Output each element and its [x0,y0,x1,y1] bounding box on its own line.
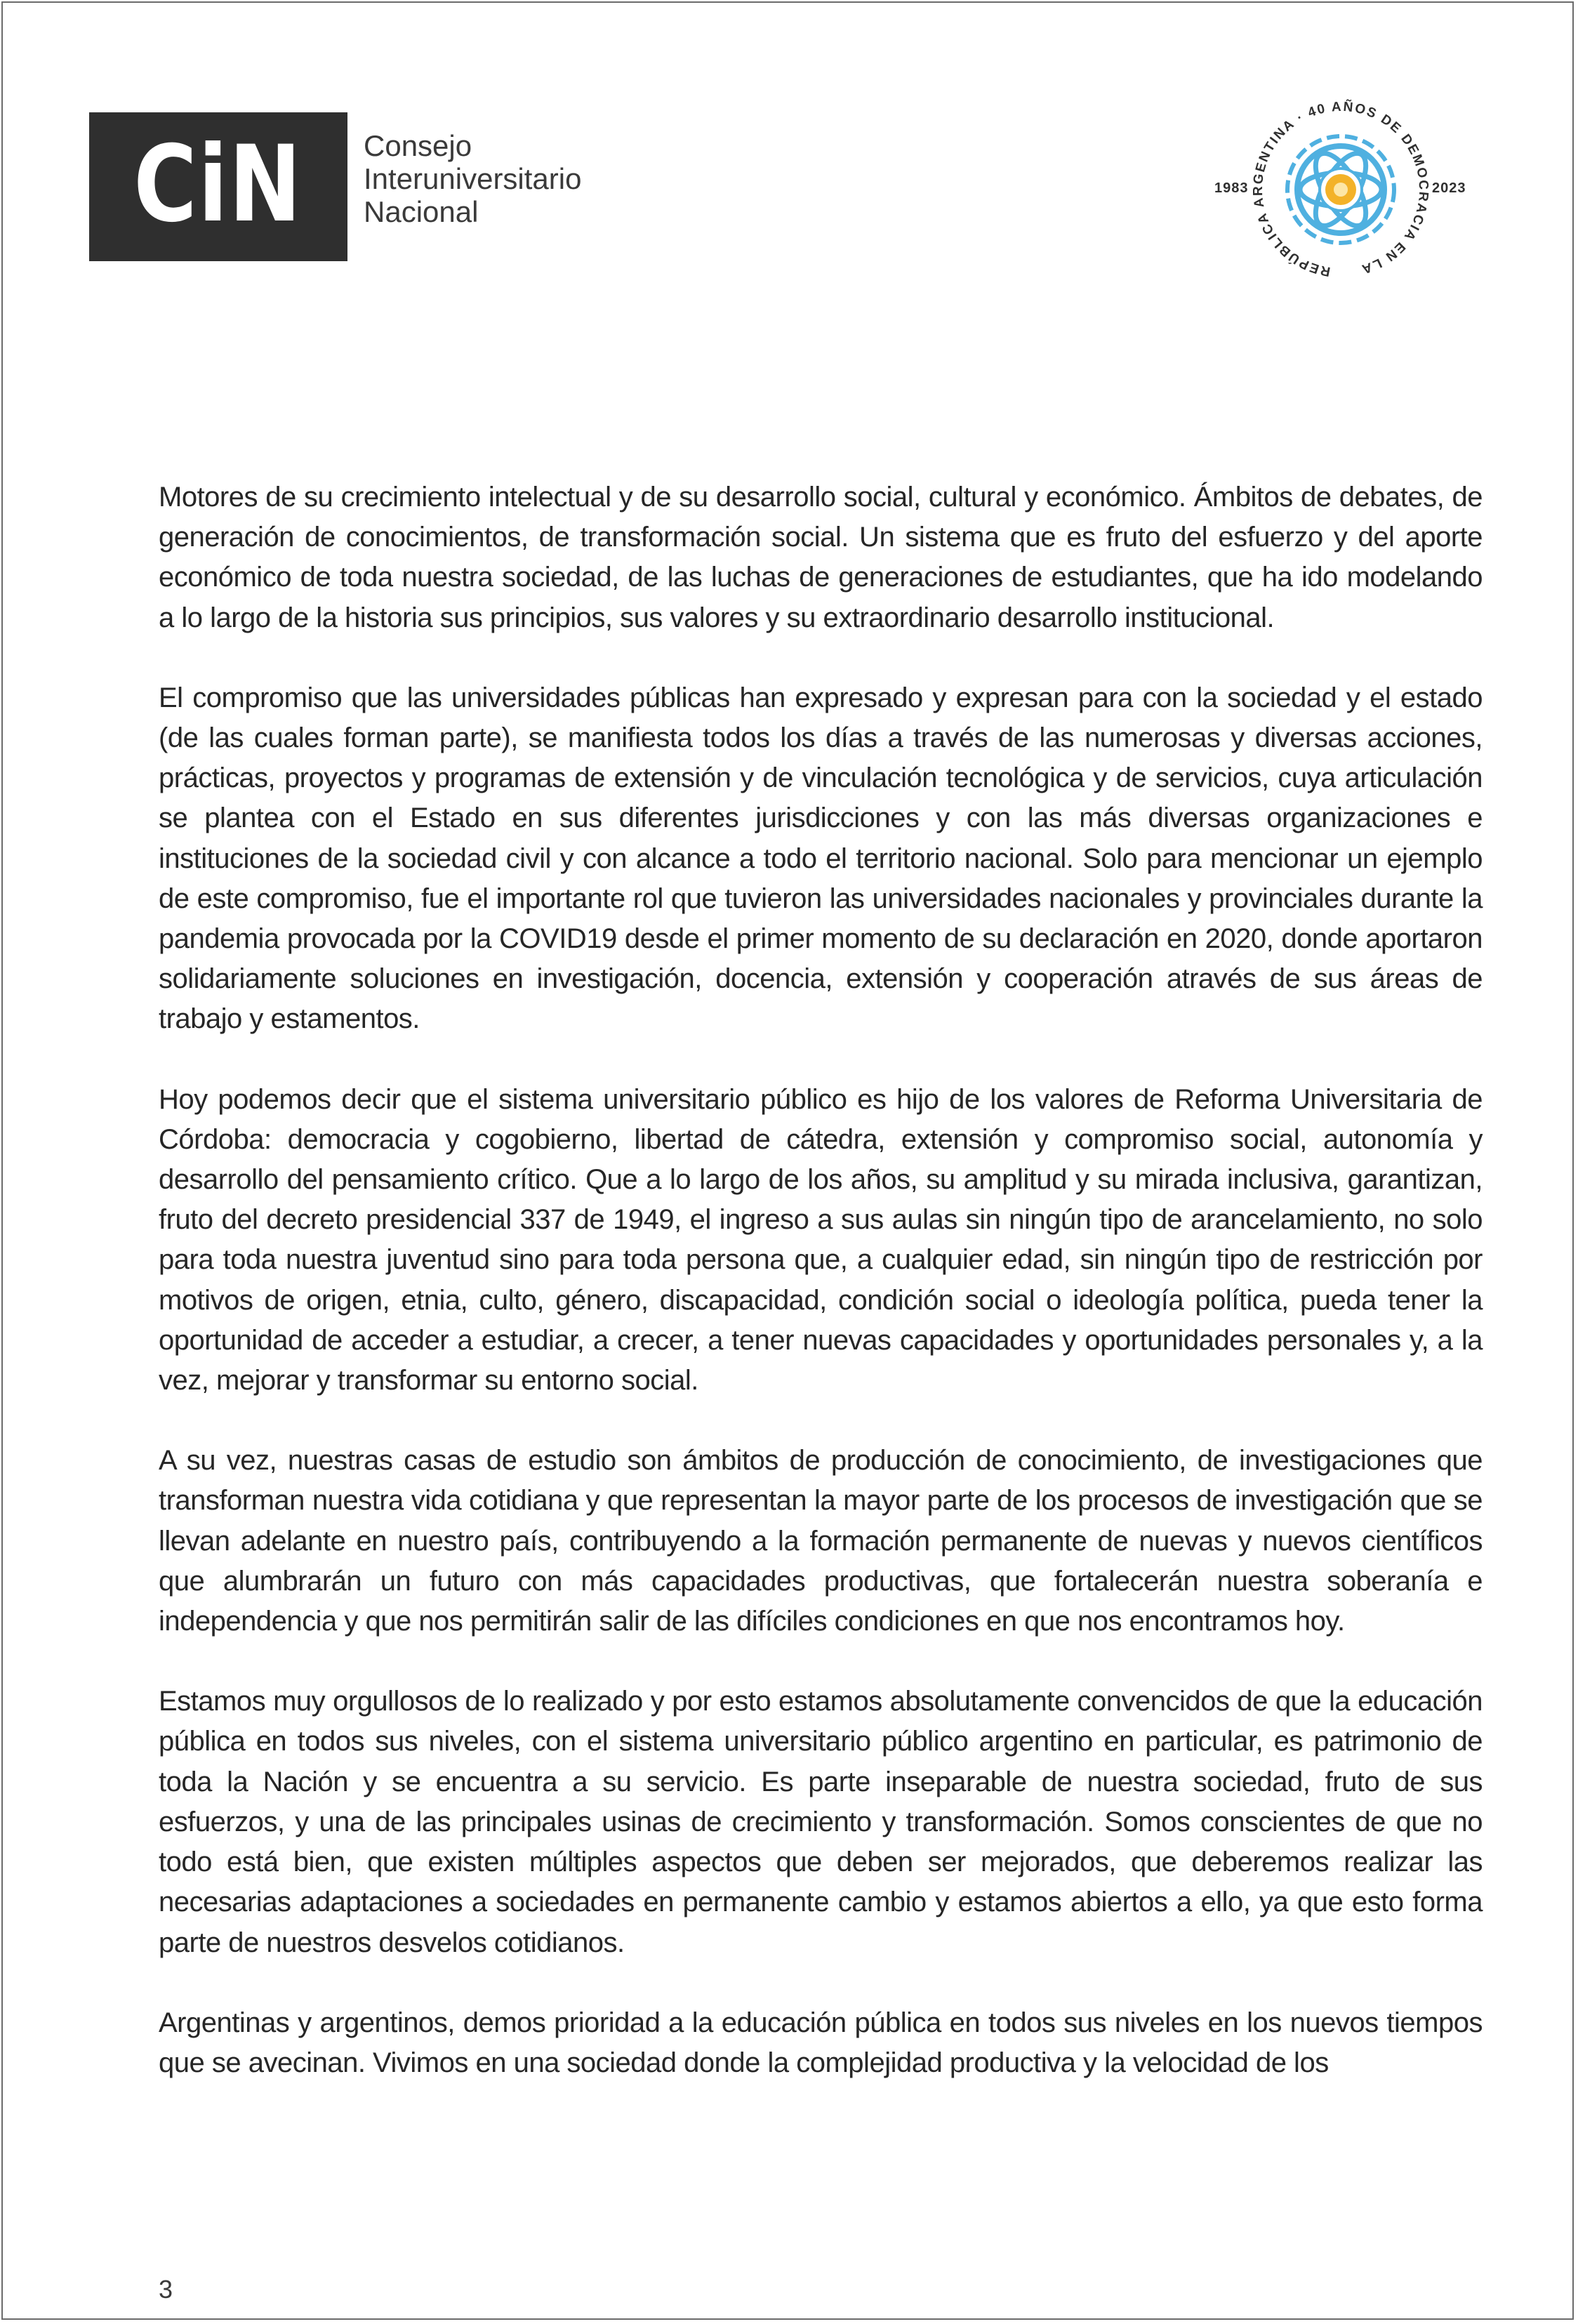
democracy-40-years-seal [1193,77,1488,302]
paragraph: Estamos muy orgullosos de lo realizado y por esto estamos absolutamente convencidos de que la educación pública en todos sus niveles, con el sistema universitario público argentino en particular, es patrimonio de toda la Nación y se encuentra a su servicio. Es parte inseparable de nuestra sociedad, fruto de sus esfuerzos, y una de las principales usinas de crecimiento y transformación. Somos conscientes de que no todo está bien, que existen múltiples aspectos que deben ser mejorados, que deberemos realizar las necesarias adaptaciones a sociedades en permanente cambio y estamos abiertos a ello, ya que esto forma parte de nuestros desvelos cotidianos. [159,1686,1483,1958]
cin-logo-mark: CiN [133,124,303,246]
page-number: 3 [159,2275,173,2304]
seal-year-end: 2023 [1432,180,1466,196]
paragraph: A su vez, nuestras casas de estudio son ámbitos de producción de conocimiento, de investigaciones que transforman nuestra vida cotidiana y que representan la mayor parte de los procesos de investigación que se llevan adelante en nuestro país, contribuyendo a la formación permanente de nuevas y nuevos científicos que alumbrarán un futuro con más capacidades productivas, que fortalecerán nuestra soberanía e independencia y que nos permitirán salir de las difíciles condiciones en que nos encontramos hoy. [159,1445,1483,1637]
seal-year-start: 1983 [1214,180,1249,196]
document-body [159,477,1483,2123]
cin-logo [89,112,347,261]
paragraph: Motores de su crecimiento intelectual y de su desarrollo social, cultural y económico. Ámbitos de debates, de generación de conocimientos, de transformación social. Un sistema que es fruto del esfuerzo y del aporte económico de toda nuestra sociedad, de las luchas de generaciones de estudiantes, que ha ido modelando a lo largo de la historia sus principios, sus valores y su extraordinario desarrollo institucional. [159,482,1483,633]
cin-logo-line: Interuniversitario [364,162,582,195]
paragraph: Hoy podemos decir que el sistema universitario público es hijo de los valores de Reforma Universitaria de Córdoba: democracia y cogobierno, libertad de cátedra, extensión y compromiso social, autonomía y desarrollo del pensamiento crítico. Que a lo largo de los años, su amplitud y su mirada inclusiva, garantizan, fruto del decreto presidencial 337 de 1949, el ingreso a sus aulas sin ningún tipo de arancelamiento, no solo para toda nuestra juventud sino para toda persona que, a cualquier edad, sin ningún tipo de restricción por motivos de origen, etnia, culto, género, discapacidad, condición social o ideología política, pueda tener la oportunidad de acceder a estudiar, a crecer, a tener nuevas capacidades y oportunidades personales y, a la vez, mejorar y transformar su entorno social. [159,1083,1483,1397]
seal-emblem [1287,136,1394,243]
cin-logo-line: Nacional [364,195,479,228]
cin-logo-line: Consejo [364,129,472,162]
cin-logo-text [364,129,581,228]
seal-arc-text: REPÚBLICA ARGENTINA · 40 AÑOS DE DEMOCRACIA EN LA [1250,99,1431,279]
paragraph: Argentinas y argentinos, demos prioridad a la educación pública en todos sus niveles en los nuevos tiempos que se avecinan. Vivimos en una sociedad donde la complejidad productiva y la velocidad de los [159,2007,1483,2078]
paragraph: El compromiso que las universidades públicas han expresado y expresan para con la sociedad y el estado (de las cuales forman parte), se manifiesta todos los días a través de las numerosas y diversas acciones, prácticas, proyectos y programas de extensión y de vinculación tecnológica y de servicios, cuya articulación se plantea con el Estado en sus diferentes jurisdicciones y con las más diversas organizaciones e instituciones de la sociedad civil y con alcance a todo el territorio nacional. Solo para mencionar un ejemplo de este compromiso, fue el importante rol que tuvieron las universidades nacionales y provinciales durante la pandemia provocada por la COVID19 desde el primer momento de su declaración en 2020, donde aportaron solidariamente soluciones en investigación, docencia, extensión y cooperación através de sus áreas de trabajo y estamentos. [159,682,1483,1035]
